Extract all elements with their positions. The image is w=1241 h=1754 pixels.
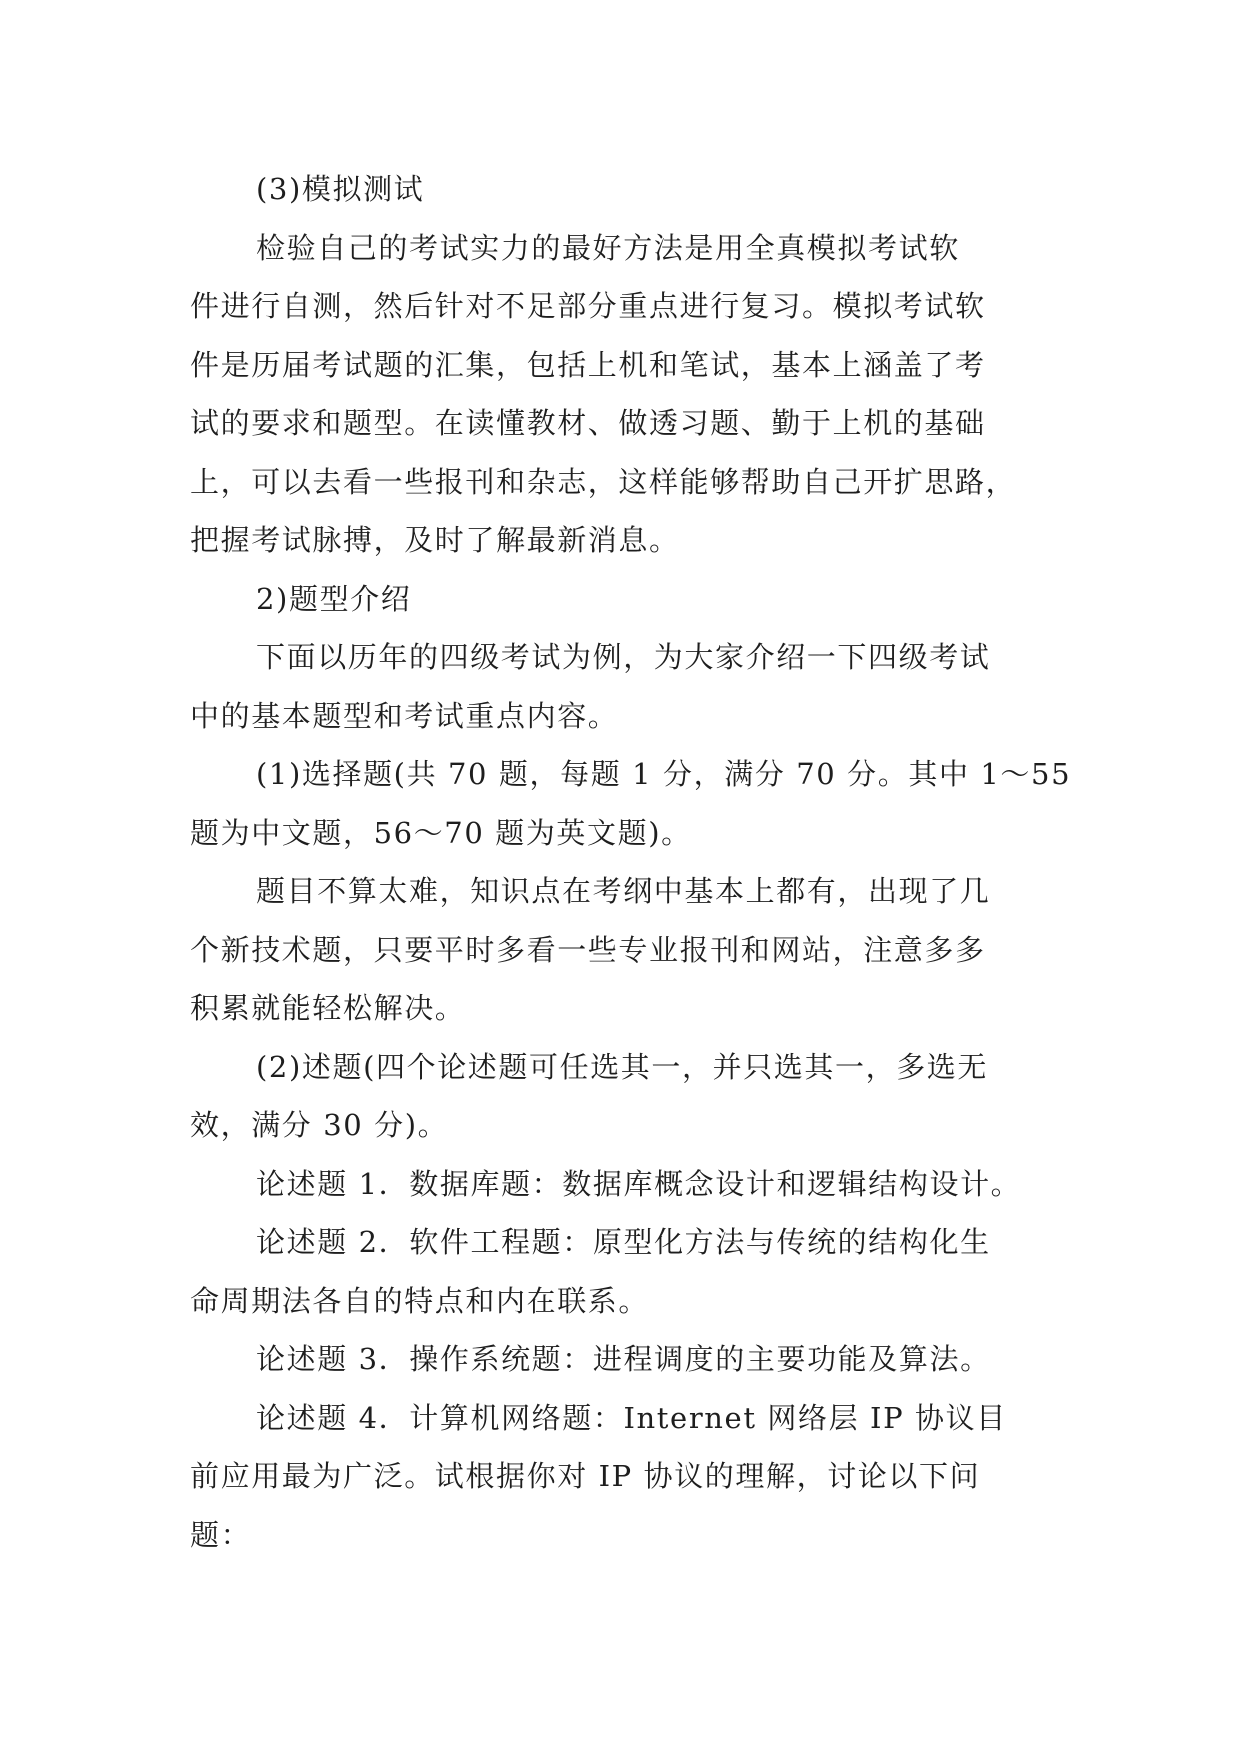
- paragraph-line: 题：: [190, 1517, 252, 1552]
- paragraph-line: 件进行自测，然后针对不足部分重点进行复习。模拟考试软: [190, 289, 986, 323]
- document-body: [190, 160, 1072, 1564]
- paragraph-line: 件是历届考试题的汇集，包括上机和笔试，基本上涵盖了考: [190, 347, 986, 382]
- paragraph-line: 命周期法各自的特点和内在联系。: [190, 1283, 650, 1318]
- paragraph-line: (1)选择题(共 70 题，每题 1 分，满分 70 分。其中 1～55: [256, 757, 1072, 791]
- paragraph-line: 题为中文题，56～70 题为英文题)。: [190, 815, 692, 850]
- paragraph-line: 个新技术题，只要平时多看一些专业报刊和网站，注意多多: [190, 932, 986, 967]
- paragraph-line: 论述题 3．操作系统题：进程调度的主要功能及算法。: [256, 1342, 991, 1376]
- section-heading-mock-test: (3)模拟测试: [256, 172, 425, 206]
- paragraph-line: 论述题 2．软件工程题：原型化方法与传统的结构化生: [256, 1225, 991, 1259]
- paragraph-line: 中的基本题型和考试重点内容。: [190, 698, 619, 733]
- paragraph-line: 检验自己的考试实力的最好方法是用全真模拟考试软: [256, 230, 960, 265]
- section-heading-question-types: 2)题型介绍: [256, 581, 412, 616]
- paragraph-line: 题目不算太难，知识点在考纲中基本上都有，出现了几: [256, 874, 991, 908]
- paragraph-line: 效，满分 30 分)。: [190, 1108, 449, 1142]
- paragraph-line: 积累就能轻松解决。: [190, 991, 466, 1025]
- paragraph-line: 下面以历年的四级考试为例，为大家介绍一下四级考试: [256, 640, 991, 674]
- paragraph-line: 上，可以去看一些报刊和杂志，这样能够帮助自己开扩思路，: [190, 464, 1017, 499]
- paragraph-line: 论述题 4．计算机网络题：Internet 网络层 IP 协议目: [256, 1400, 1007, 1435]
- paragraph-line: 论述题 1．数据库题：数据库概念设计和逻辑结构设计。: [256, 1166, 1022, 1201]
- paragraph-line: 把握考试脉搏，及时了解最新消息。: [190, 523, 680, 557]
- paragraph-line: 前应用最为广泛。试根据你对 IP 协议的理解，讨论以下问: [190, 1459, 981, 1493]
- paragraph-line: 试的要求和题型。在读懂教材、做透习题、勤于上机的基础: [190, 406, 986, 440]
- paragraph-line: (2)述题(四个论述题可任选其一，并只选其一，多选无: [256, 1049, 988, 1084]
